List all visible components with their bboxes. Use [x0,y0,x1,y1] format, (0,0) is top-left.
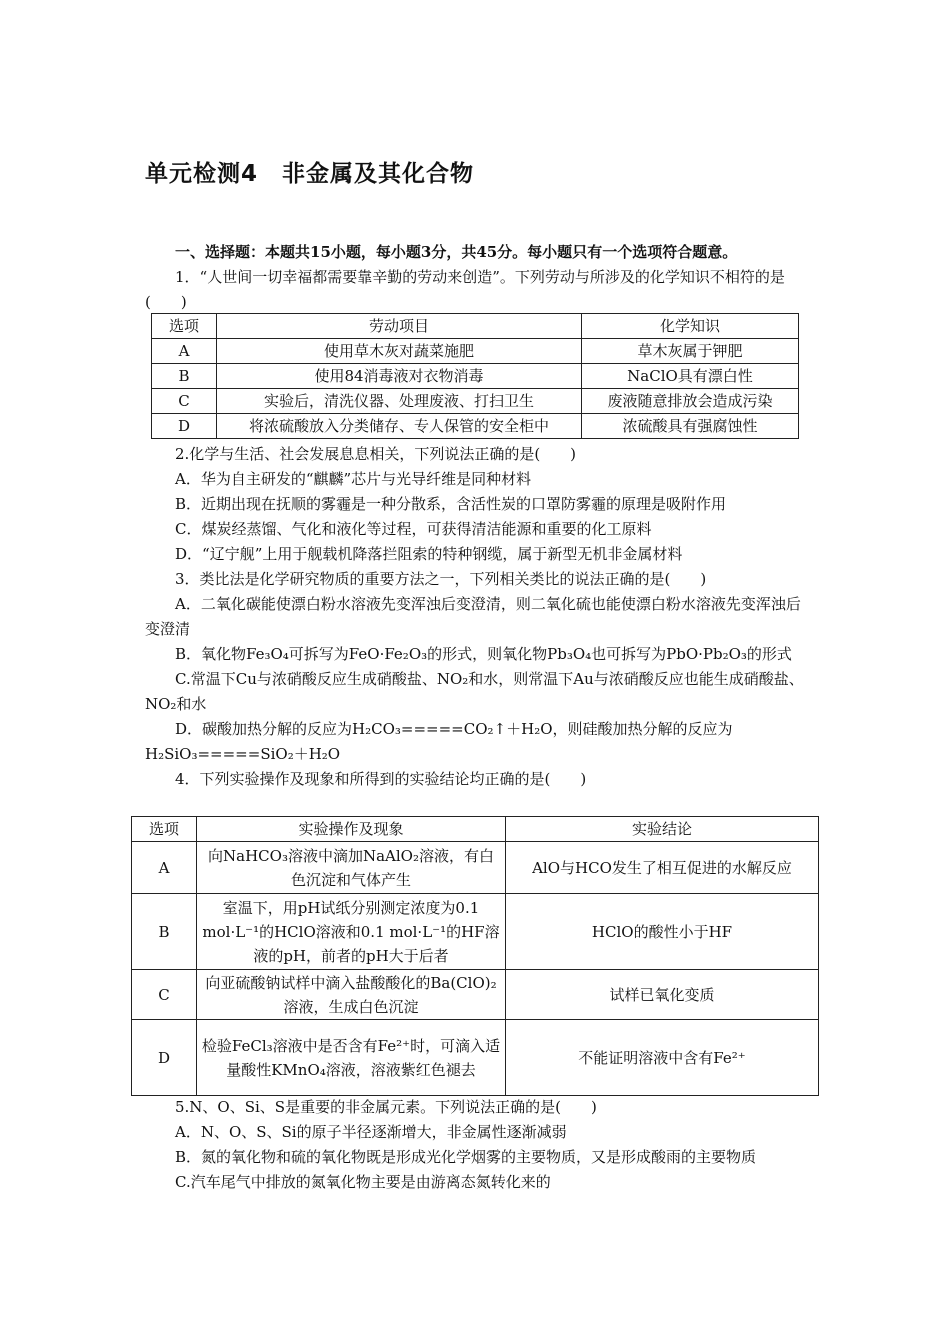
table-cell: AlO与HCO发生了相互促进的水解反应 [506,842,819,894]
table-header: 选项 [152,314,217,339]
table-header: 劳动项目 [217,314,582,339]
question-5-stem: 5.N、O、Si、S是重要的非金属元素。下列说法正确的是( ) [175,1098,597,1116]
table-cell: D [152,414,217,439]
table-cell: 使用84消毒液对衣物消毒 [217,364,582,389]
question-2-stem: 2.化学与生活、社会发展息息相关，下列说法正确的是( ) [175,445,577,463]
question-4-table [131,816,819,1096]
table-cell: 浓硫酸具有强腐蚀性 [582,414,799,439]
question-2-option: D．“辽宁舰”上用于舰载机降落拦阻索的特种钢缆，属于新型无机非金属材料 [175,545,683,563]
table-row [152,339,799,364]
question-2-option: A．华为自主研发的“麒麟”芯片与光导纤维是同种材料 [175,470,532,488]
section-heading: 一、选择题：本题共15小题，每小题3分，共45分。每小题只有一个选项符合题意。 [175,243,738,261]
table-header: 化学知识 [582,314,799,339]
table-cell: A [132,842,197,894]
table-row [132,842,819,894]
question-5-option: C.汽车尾气中排放的氮氧化物主要是由游离态氮转化来的 [175,1173,551,1191]
page-title: 单元检测4 非金属及其化合物 [145,161,475,187]
table-cell: HClO的酸性小于HF [506,894,819,970]
table-cell: A [152,339,217,364]
table-row [132,970,819,1020]
table-cell: C [152,389,217,414]
table-header: 实验结论 [506,817,819,842]
table-cell: 实验后，清洗仪器、处理废液、打扫卫生 [217,389,582,414]
table-cell: C [132,970,197,1020]
q2-q3-block [145,442,809,792]
question-3-stem: 3．类比法是化学研究物质的重要方法之一，下列相关类比的说法正确的是( ) [175,570,707,588]
table-cell: D [132,1020,197,1096]
table-cell: NaClO具有漂白性 [582,364,799,389]
question-1-table [151,313,799,439]
question-5-option: A．N、O、S、Si的原子半径逐渐增大，非金属性逐渐减弱 [175,1123,567,1141]
table-row [152,389,799,414]
table-header: 选项 [132,817,197,842]
table-header: 实验操作及现象 [197,817,506,842]
table-row [132,1020,819,1096]
table-cell: 使用草木灰对蔬菜施肥 [217,339,582,364]
question-2-option: B．近期出现在抚顺的雾霾是一种分散系，含活性炭的口罩防雾霾的原理是吸附作用 [175,495,727,513]
table-cell: 试样已氧化变质 [506,970,819,1020]
question-4-stem: 4．下列实验操作及现象和所得到的实验结论均正确的是( ) [175,770,587,788]
table-cell: 向亚硫酸钠试样中滴入盐酸酸化的Ba(ClO)₂溶液，生成白色沉淀 [197,970,506,1020]
q5-block [145,1095,809,1195]
table-header-row [152,314,799,339]
table-cell: B [132,894,197,970]
table-header-row [132,817,819,842]
question-1-stem: 1．“人世间一切幸福都需要靠辛勤的劳动来创造”。下列劳动与所涉及的化学知识不相符的是( ) [145,268,785,311]
table-row [152,364,799,389]
table-cell: 室温下，用pH试纸分别测定浓度为0.1 mol·L⁻¹的HClO溶液和0.1 mol·L⁻¹的HF溶液的pH，前者的pH大于后者 [197,894,506,970]
table-cell: B [152,364,217,389]
question-5-option: B．氮的氧化物和硫的氧化物既是形成光化学烟雾的主要物质，又是形成酸雨的主要物质 [175,1148,757,1166]
question-3-option-d: D．碳酸加热分解的反应为H₂CO₃=====CO₂↑＋H₂O，则硅酸加热分解的反应为H₂SiO₃=====SiO₂＋H₂O [145,720,733,763]
table-cell: 废液随意排放会造成污染 [582,389,799,414]
table-cell: 向NaHCO₃溶液中滴加NaAlO₂溶液，有白色沉淀和气体产生 [197,842,506,894]
q1-block [145,240,809,315]
question-3-option-b: B．氧化物Fe₃O₄可拆写为FeO·Fe₂O₃的形式，则氧化物Pb₃O₄也可拆写为PbO·Pb₂O₃的形式 [175,645,792,663]
question-3-option-c: C.常温下Cu与浓硝酸反应生成硝酸盐、NO₂和水，则常温下Au与浓硝酸反应也能生成硝酸盐、NO₂和水 [145,670,804,713]
table-row [132,894,819,970]
table-cell: 检验FeCl₃溶液中是否含有Fe²⁺时，可滴入适量酸性KMnO₄溶液，溶液紫红色褪去 [197,1020,506,1096]
question-3-option-a: A．二氧化碳能使漂白粉水溶液先变浑浊后变澄清，则二氧化硫也能使漂白粉水溶液先变浑浊后变澄清 [145,595,801,638]
table-cell: 将浓硫酸放入分类储存、专人保管的安全柜中 [217,414,582,439]
table-cell: 不能证明溶液中含有Fe²⁺ [506,1020,819,1096]
question-2-option: C．煤炭经蒸馏、气化和液化等过程，可获得清洁能源和重要的化工原料 [175,520,652,538]
table-row [152,414,799,439]
table-cell: 草木灰属于钾肥 [582,339,799,364]
